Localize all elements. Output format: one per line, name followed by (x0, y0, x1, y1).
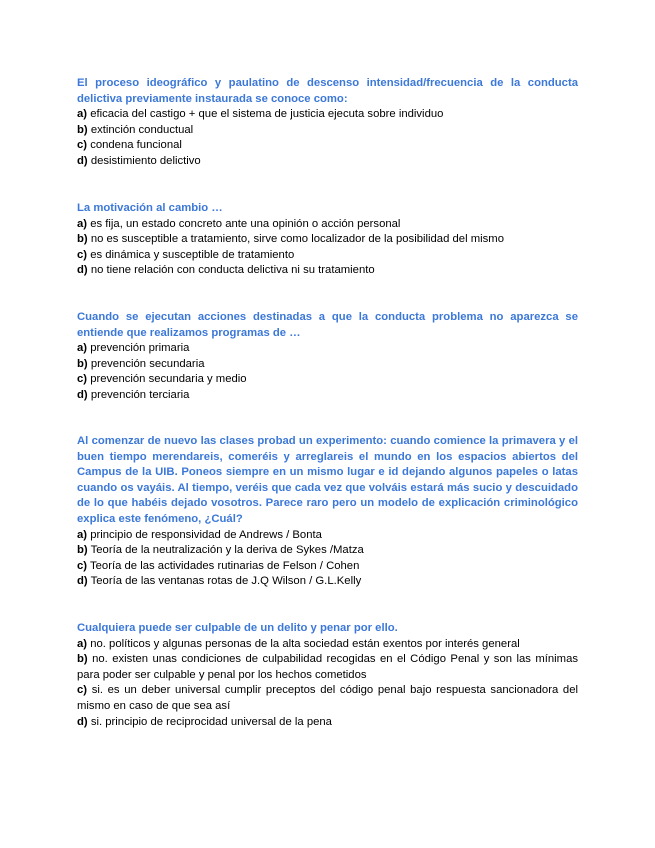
option-letter: c) (77, 248, 88, 261)
option-letter: b) (77, 357, 88, 370)
question-text: Al comenzar de nuevo las clases probad un experimento: cuando comience la primavera y el buen tiempo merendareis, comeréis y arreglareis el mundo en los espacios abiertos del Campus de la UIB. Poneos siempre en un mismo lugar e id dejando algunos papeles o latas cuando os vayáis. Al tiempo, veréis que cada vez que volváis estará más sucio y descuidado de lo que habéis dejado vosotros. Parece raro pero un modelo de explicación criminológico explica este fenómeno, ¿Cuál? (77, 435, 578, 525)
option-d (77, 574, 578, 590)
options-list (77, 341, 578, 403)
option-b (77, 123, 578, 139)
option-letter: d) (77, 264, 88, 277)
option-letter: a) (77, 108, 88, 121)
question-text: Cualquiera puede ser culpable de un delito y penar por ello. (77, 622, 398, 634)
option-d (77, 154, 578, 170)
option-text: si. principio de reciprocidad universal de la pena (90, 715, 332, 728)
options-list (77, 528, 578, 590)
option-letter: a) (77, 637, 88, 650)
option-a (77, 341, 578, 357)
option-text: extinción conductual (90, 123, 194, 136)
question-block-3 (77, 310, 578, 404)
option-text: si. es un deber universal cumplir preceptos del código penal bajo respuesta sancionadora del mismo en caso de que sea así (77, 684, 578, 712)
option-letter: d) (77, 388, 88, 401)
option-text: no tiene relación con conducta delictiva ni su tratamiento (90, 264, 375, 277)
option-letter: d) (77, 715, 88, 728)
option-text: desistimiento delictivo (90, 154, 201, 167)
option-b (77, 543, 578, 559)
option-letter: a) (77, 342, 88, 355)
option-c (77, 138, 578, 154)
option-text: eficacia del castigo + que el sistema de justicia ejecuta sobre individuo (90, 108, 444, 121)
option-d (77, 715, 578, 731)
option-letter: c) (77, 559, 88, 572)
option-a (77, 637, 578, 653)
option-text: prevención primaria (90, 342, 190, 355)
option-text: prevención terciaria (90, 388, 190, 401)
question-block-1 (77, 76, 578, 170)
option-c (77, 248, 578, 264)
option-a (77, 217, 578, 233)
options-list (77, 637, 578, 731)
option-letter: b) (77, 544, 88, 557)
option-b (77, 232, 578, 248)
option-text: condena funcional (90, 139, 182, 152)
question-block-5 (77, 621, 578, 730)
option-text: no. políticos y algunas personas de la alta sociedad están exentos por interés general (90, 637, 520, 650)
options-list (77, 217, 578, 279)
option-letter: a) (77, 217, 88, 230)
option-letter: b) (77, 233, 88, 246)
option-text: no es susceptible a tratamiento, sirve como localizador de la posibilidad del mismo (90, 233, 504, 246)
option-letter: d) (77, 575, 88, 588)
option-b (77, 652, 578, 683)
option-text: es dinámica y susceptible de tratamiento (90, 248, 295, 261)
option-letter: d) (77, 154, 88, 167)
option-text: Teoría de las ventanas rotas de J.Q Wilson / G.L.Kelly (90, 575, 362, 588)
option-text: prevención secundaria y medio (90, 373, 247, 386)
option-letter: c) (77, 684, 88, 697)
question-text: El proceso ideográfico y paulatino de descenso intensidad/frecuencia de la conducta delictiva previamente instaurada se conoce como: (77, 77, 578, 105)
option-b (77, 357, 578, 373)
option-letter: a) (77, 528, 88, 541)
question-block-4 (77, 434, 578, 590)
option-a (77, 528, 578, 544)
option-text: Teoría de las actividades rutinarias de Felson / Cohen (89, 559, 360, 572)
option-letter: c) (77, 139, 88, 152)
option-c (77, 683, 578, 714)
question-block-2 (77, 201, 578, 279)
option-text: es fija, un estado concreto ante una opinión o acción personal (90, 217, 401, 230)
option-text: principio de responsividad de Andrews / Bonta (90, 528, 322, 541)
option-a (77, 107, 578, 123)
option-text: no. existen unas condiciones de culpabilidad recogidas en el Código Penal y son las mínimas para poder ser culpable y penal por los hechos cometidos (77, 653, 578, 681)
option-d (77, 263, 578, 279)
options-list (77, 107, 578, 169)
option-text: prevención secundaria (90, 357, 205, 370)
option-c (77, 372, 578, 388)
option-d (77, 388, 578, 404)
option-letter: b) (77, 653, 88, 666)
option-letter: b) (77, 123, 88, 136)
option-c (77, 559, 578, 575)
question-text: La motivación al cambio … (77, 202, 223, 214)
option-letter: c) (77, 373, 88, 386)
option-text: Teoría de la neutralización y la deriva de Sykes /Matza (90, 544, 364, 557)
question-text: Cuando se ejecutan acciones destinadas a que la conducta problema no aparezca se entiende que realizamos programas de … (77, 311, 578, 339)
